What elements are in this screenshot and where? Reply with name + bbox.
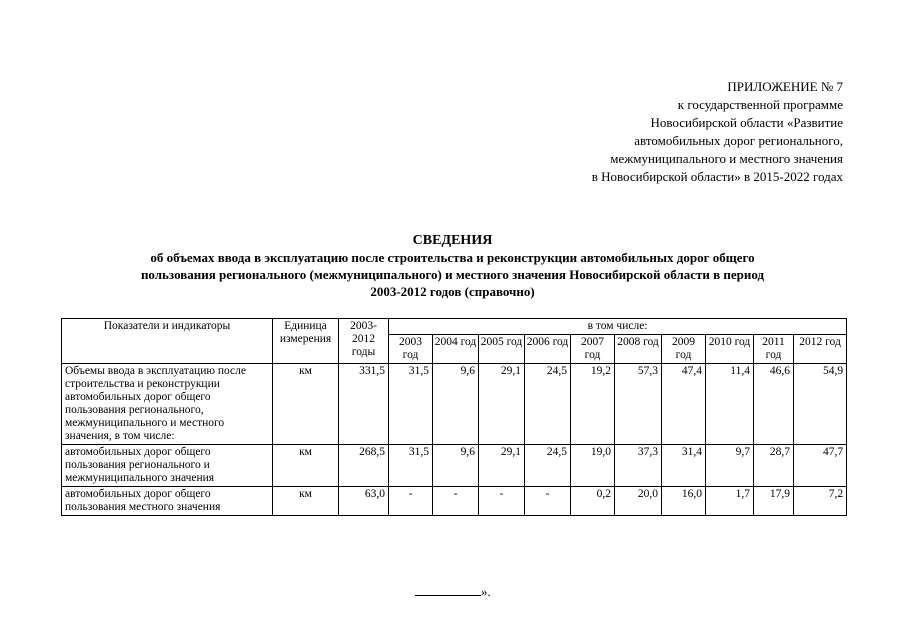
row-total: 268,5 [339, 445, 389, 487]
title-line: об объемах ввода в эксплуатацию после строительства и реконструкции автомобильных дорог общего [150, 250, 755, 265]
row-value: 31,5 [389, 445, 433, 487]
row-value: 16,0 [662, 487, 706, 516]
row-value: 0,2 [571, 487, 615, 516]
row-value: 9,6 [433, 445, 479, 487]
row-value: 17,9 [754, 487, 794, 516]
row-value: 31,4 [662, 445, 706, 487]
closing-mark [415, 583, 491, 600]
title-heading: СВЕДЕНИЯ [412, 233, 493, 248]
row-value: 29,1 [479, 445, 525, 487]
row-label: Объемы ввода в эксплуатацию после строительства и реконструкции автомобильных дорог общего пользования регионального, межмуниципального и местного значения, в том числе: [62, 364, 273, 445]
document-title [60, 232, 845, 300]
header-row [62, 319, 847, 335]
row-value: 1,7 [706, 487, 754, 516]
header-year: 2011 год [754, 335, 794, 364]
row-value: 37,3 [615, 445, 662, 487]
row-value: - [479, 487, 525, 516]
header-year: 2007 год [571, 335, 615, 364]
appendix-line: ПРИЛОЖЕНИЕ № 7 [727, 79, 843, 94]
header-year: 2004 год [433, 335, 479, 364]
row-value: 47,7 [794, 445, 847, 487]
table-row [62, 364, 847, 445]
row-value: 24,5 [525, 445, 571, 487]
row-unit: км [273, 487, 339, 516]
row-value: 9,6 [433, 364, 479, 445]
appendix-line: к государственной программе [677, 97, 843, 112]
row-value: 54,9 [794, 364, 847, 445]
row-value: - [525, 487, 571, 516]
appendix-block [543, 78, 843, 186]
row-value: 24,5 [525, 364, 571, 445]
row-label: автомобильных дорог общего пользования местного значения [62, 487, 273, 516]
header-indicators: Показатели и индикаторы [62, 319, 273, 364]
appendix-line: автомобильных дорог регионального, [634, 133, 843, 148]
header-year: 2009 год [662, 335, 706, 364]
row-value: 11,4 [706, 364, 754, 445]
appendix-line: в Новосибирской области» в 2015-2022 годах [591, 169, 843, 184]
row-value: 20,0 [615, 487, 662, 516]
row-value: 31,5 [389, 364, 433, 445]
row-value: 47,4 [662, 364, 706, 445]
table-row [62, 445, 847, 487]
header-year: 2008 год [615, 335, 662, 364]
row-value: - [389, 487, 433, 516]
appendix-line: межмуниципального и местного значения [610, 151, 843, 166]
row-unit: км [273, 445, 339, 487]
header-year: 2003 год [389, 335, 433, 364]
title-line: 2003-2012 годов (справочно) [370, 284, 535, 299]
table-row [62, 487, 847, 516]
row-value: 9,7 [706, 445, 754, 487]
header-year: 2005 год [479, 335, 525, 364]
row-value: 7,2 [794, 487, 847, 516]
title-line: пользования регионального (межмуниципального) и местного значения Новосибирской области в период [140, 267, 765, 282]
header-total: 2003-2012 годы [339, 319, 389, 364]
row-value: 28,7 [754, 445, 794, 487]
row-label: автомобильных дорог общего пользования регионального и межмуниципального значения [62, 445, 273, 487]
row-value: 46,6 [754, 364, 794, 445]
closing-quote: ». [481, 584, 491, 599]
header-year: 2012 год [794, 335, 847, 364]
header-year: 2010 год [706, 335, 754, 364]
row-value: 57,3 [615, 364, 662, 445]
row-total: 331,5 [339, 364, 389, 445]
row-unit: км [273, 364, 339, 445]
header-including: в том числе: [389, 319, 847, 335]
header-unit: Единица измерения [273, 319, 339, 364]
row-total: 63,0 [339, 487, 389, 516]
row-value: 19,0 [571, 445, 615, 487]
appendix-line: Новосибирской области «Развитие [650, 115, 843, 130]
data-table [61, 318, 847, 516]
row-value: - [433, 487, 479, 516]
row-value: 19,2 [571, 364, 615, 445]
header-year: 2006 год [525, 335, 571, 364]
signature-line [415, 583, 481, 596]
row-value: 29,1 [479, 364, 525, 445]
